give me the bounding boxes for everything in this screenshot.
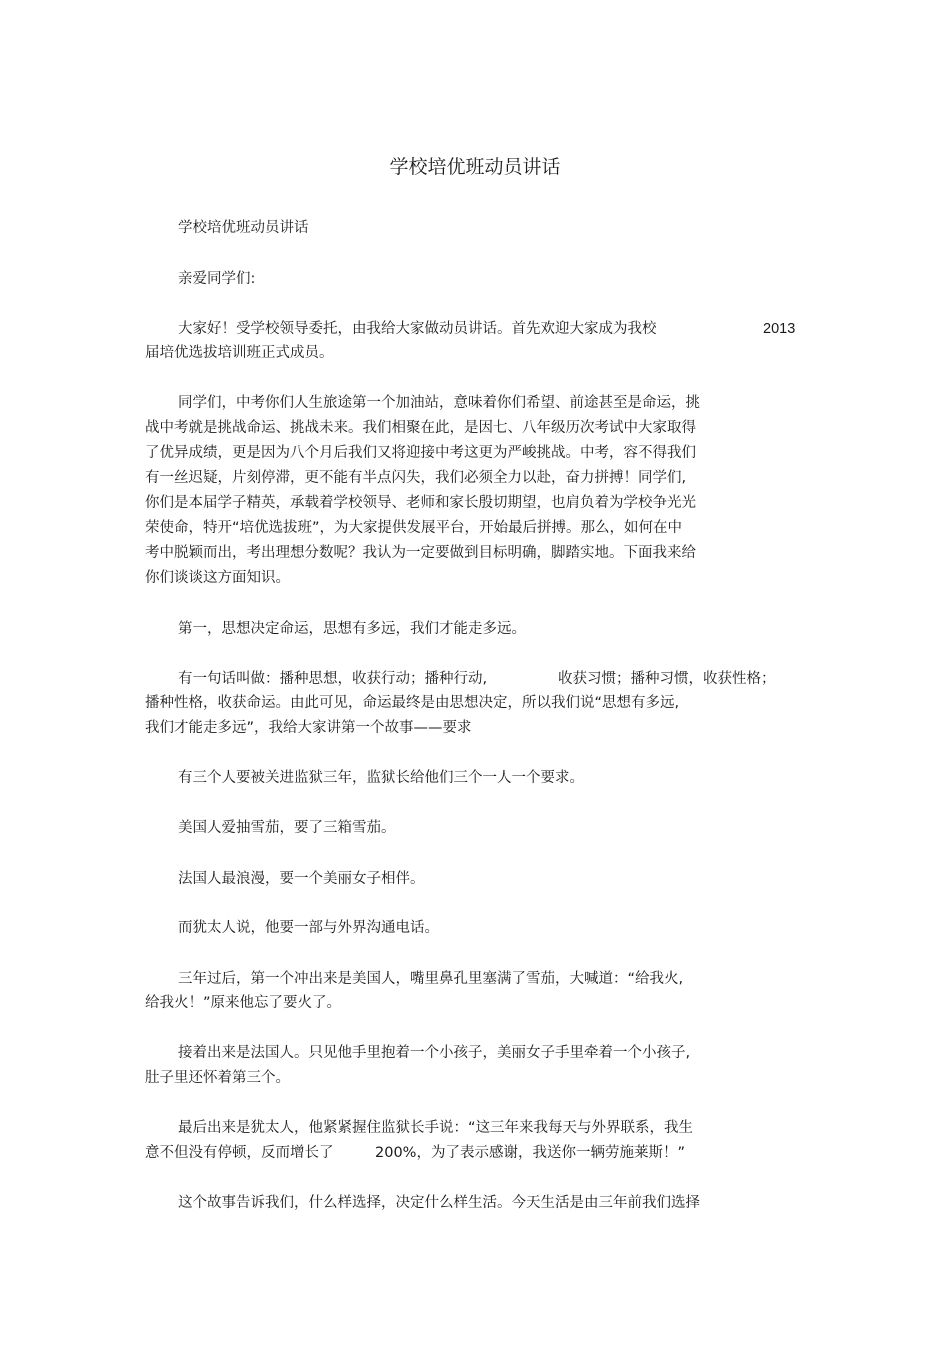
paragraph-line: 200%，为了表示感谢，我送你一辆劳施莱斯！” xyxy=(375,1145,685,1161)
paragraph-line: 接着出来是法国人。只见他手里抱着一个小孩子，美丽女子手里牵着一个小孩子, xyxy=(178,1045,691,1061)
paragraph-line: 了优异成绩，更是因为八个月后我们又将迎接中考这更为严峻挑战。中考，容不得我们 xyxy=(145,445,696,461)
paragraph-line: 同学们，中考你们人生旅途第一个加油站，意味着你们希望、前途甚至是命运，挑 xyxy=(178,395,700,411)
paragraph-7: 法国人最浪漫，要一个美丽女子相伴。 xyxy=(178,871,425,887)
paragraph-line: 届培优选拔培训班正式成员。 xyxy=(145,345,334,361)
page-title: 学校培优班动员讲话 xyxy=(389,156,561,178)
paragraph-line: 你们是本届学子精英，承载着学校领导、老师和家长殷切期望，也肩负着为学校争光光 xyxy=(145,495,696,511)
paragraph-line: 你们谈谈这方面知识。 xyxy=(145,570,290,586)
paragraph-line: 播种性格，收获命运。由此可见，命运最终是由思想决定，所以我们说“思想有多远, xyxy=(145,695,680,711)
paragraph-line: 意不但没有停顿，反而增长了 xyxy=(145,1145,334,1161)
paragraph-line: 肚子里还怀着第三个。 xyxy=(145,1070,290,1086)
paragraph-line: 战中考就是挑战命运、挑战未来。我们相聚在此，是因七、八年级历次考试中大家取得 xyxy=(145,420,696,436)
paragraph-line: 有一丝迟疑，片刻停滞，更不能有半点闪失，我们必须全力以赴，奋力拼搏！同学们, xyxy=(145,470,687,486)
paragraph-3: 第一，思想决定命运，思想有多远，我们才能走多远。 xyxy=(178,621,526,637)
year-number: 2013 xyxy=(763,321,796,337)
paragraph-5: 有三个人要被关进监狱三年，监狱长给他们三个一人一个要求。 xyxy=(178,770,584,786)
paragraph-line: 考中脱颖而出，考出理想分数呢？我认为一定要做到目标明确，脚踏实地。下面我来给 xyxy=(145,545,696,561)
paragraph-line: 大家好！受学校领导委托，由我给大家做动员讲话。首先欢迎大家成为我校 xyxy=(178,321,657,337)
paragraph-line: 有一句话叫做：播种思想，收获行动；播种行动, xyxy=(178,671,488,687)
paragraph-line: 我们才能走多远”，我给大家讲第一个故事——要求 xyxy=(145,720,472,736)
paragraph-12: 这个故事告诉我们，什么样选择，决定什么样生活。今天生活是由三年前我们选择 xyxy=(178,1195,700,1211)
paragraph-8: 而犹太人说，他要一部与外界沟通电话。 xyxy=(178,920,439,936)
paragraph-line: 三年过后，第一个冲出来是美国人，嘴里鼻孔里塞满了雪茄，大喊道：“给我火, xyxy=(178,971,684,987)
paragraph-line: 给我火！”原来他忘了要火了。 xyxy=(145,995,342,1011)
paragraph-line: 收获习惯；播种习惯，收获性格； xyxy=(558,671,776,687)
paragraph-6: 美国人爱抽雪茄，要了三箱雪茄。 xyxy=(178,820,396,836)
greeting: 亲爱同学们: xyxy=(178,271,256,287)
subtitle: 学校培优班动员讲话 xyxy=(178,220,309,236)
paragraph-line: 最后出来是犹太人，他紧紧握住监狱长手说：“这三年来我每天与外界联系，我生 xyxy=(178,1120,694,1136)
paragraph-line: 荣使命，特开“培优选拔班”，为大家提供发展平台，开始最后拼搏。那么，如何在中 xyxy=(145,520,683,536)
